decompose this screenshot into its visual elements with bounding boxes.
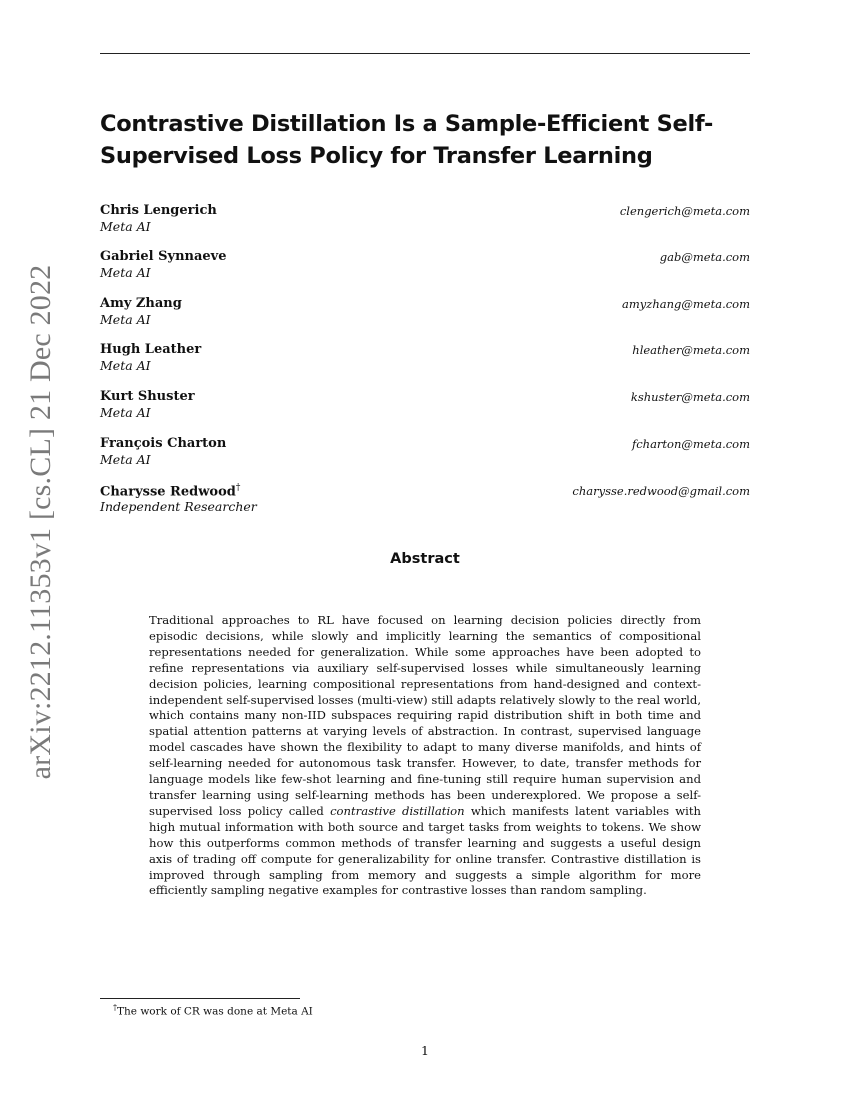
footnote bbox=[113, 1003, 313, 1018]
author-email: amyzhang@meta.com bbox=[622, 297, 750, 311]
author-affiliation: Independent Researcher bbox=[100, 499, 257, 514]
author-block bbox=[100, 389, 750, 425]
author-affiliation: Meta AI bbox=[100, 405, 151, 420]
author-affiliation: Meta AI bbox=[100, 452, 151, 467]
abstract-heading: Abstract bbox=[390, 551, 460, 567]
author-email: fcharton@meta.com bbox=[631, 437, 750, 451]
abstract-body bbox=[149, 613, 701, 899]
author-email: kshuster@meta.com bbox=[630, 390, 750, 404]
author-name bbox=[100, 483, 240, 499]
author-name-text: Charysse Redwood bbox=[100, 484, 236, 500]
author-email: charysse.redwood@gmail.com bbox=[572, 484, 750, 498]
author-affiliation: Meta AI bbox=[100, 219, 151, 234]
author-name: Kurt Shuster bbox=[100, 389, 195, 404]
author-block bbox=[100, 296, 750, 332]
footnote-rule bbox=[100, 998, 300, 999]
author-email: clengerich@meta.com bbox=[619, 204, 750, 218]
author-name: Amy Zhang bbox=[100, 296, 182, 311]
author-affiliation: Meta AI bbox=[100, 358, 151, 373]
arxiv-stamp-text: arXiv:2212.11353v1 [cs.CL] 21 Dec 2022 bbox=[24, 264, 57, 780]
author-email: hleather@meta.com bbox=[632, 343, 750, 357]
author-email: gab@meta.com bbox=[659, 250, 750, 264]
author-name: Gabriel Synnaeve bbox=[100, 249, 227, 264]
author-name: Hugh Leather bbox=[100, 342, 202, 357]
abstract-emphasis: contrastive distillation bbox=[330, 803, 465, 818]
author-block bbox=[100, 249, 750, 285]
footnote-marker: † bbox=[235, 483, 241, 493]
author-name: François Charton bbox=[100, 436, 227, 451]
author-affiliation: Meta AI bbox=[100, 312, 151, 327]
header-rule bbox=[100, 53, 750, 54]
author-block bbox=[100, 342, 750, 378]
footnote-text: The work of CR was done at Meta AI bbox=[117, 1005, 313, 1018]
author-affiliation: Meta AI bbox=[100, 265, 151, 280]
paper-title: Contrastive Distillation Is a Sample-Efficient Self-Supervised Loss Policy for Transfer Learning bbox=[100, 111, 714, 169]
abstract-text-part: which manifests latent variables with high mutual information with both source and target tasks from weights to tokens. We show how this outperforms common methods of transfer learning and suggests a useful design axis of trading off compute for generalizability for online transfer. Contrastive distillation is improved through sampling from memory and suggests a simple algorithm for more efficiently sampling negative examples for contrastive losses than random sampling. bbox=[149, 803, 702, 898]
footnote-mark: † bbox=[113, 1003, 117, 1012]
author-name: Chris Lengerich bbox=[100, 203, 217, 218]
abstract-text-part: Traditional approaches to RL have focused on learning decision policies directly from episodic decisions, while slowly and implicitly learning the semantics of compositional representations needed for generalization. While some approaches have been adopted to refine representations via auxiliary self-supervised losses while simultaneously learning decision policies, learning compositional representations from hand-designed and context-independent self-supervised losses (multi-view) still adapts relatively slowly to the real world, which contains many non-IID subspaces requiring rapid distribution shift in both time and spatial attention patterns at varying levels of abstraction. In contrast, supervised language model cascades have shown the flexibility to adapt to many diverse manifolds, and hints of self-learning needed for autonomous task transfer. However, to date, transfer methods for language models like few-shot learning and fine-tuning still require human supervision and transfer learning using self-learning methods has been underexplored. We propose a self-supervised loss policy called bbox=[149, 613, 701, 818]
author-block bbox=[100, 203, 750, 239]
page-number: 1 bbox=[421, 1043, 429, 1058]
author-block bbox=[100, 436, 750, 472]
arxiv-stamp bbox=[19, 264, 63, 780]
author-block bbox=[100, 483, 750, 519]
